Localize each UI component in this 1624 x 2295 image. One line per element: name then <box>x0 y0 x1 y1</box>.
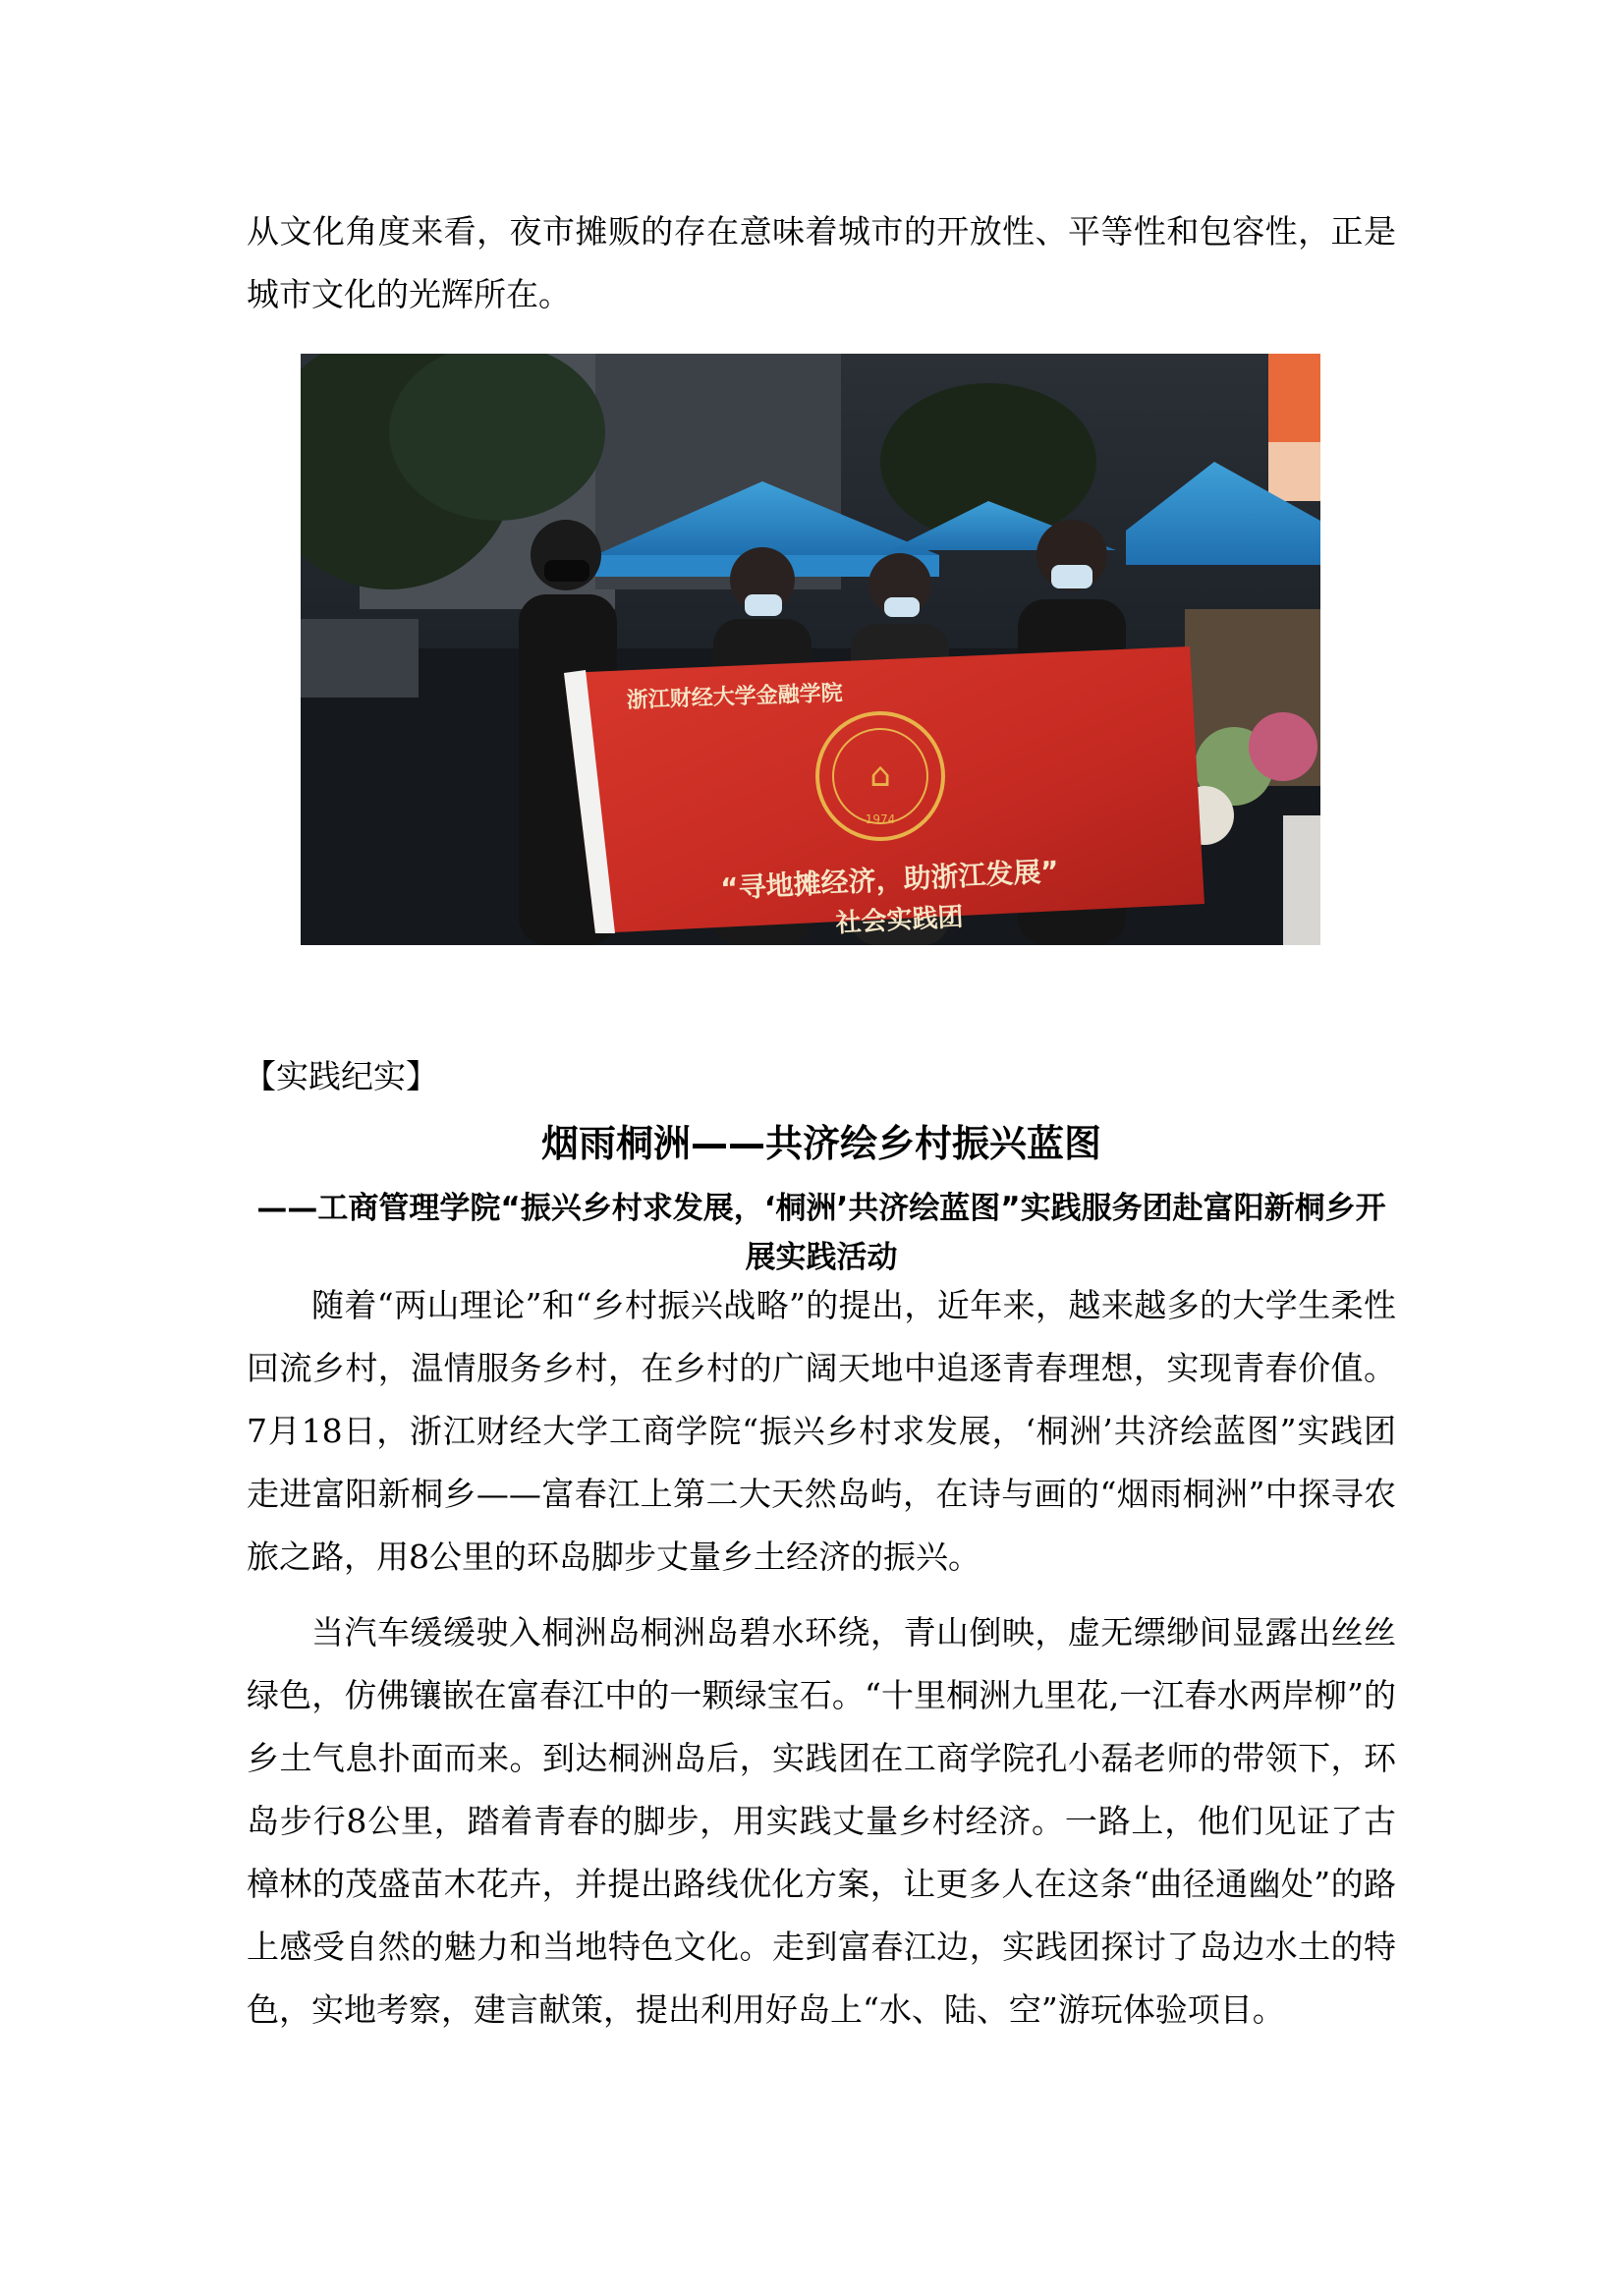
banner-line-3: 社会实践团 <box>834 902 965 939</box>
group-photo-illustration <box>301 354 1320 945</box>
article-paragraph: 随着“两山理论”和“乡村振兴战略”的提出，近年来，越来越多的大学生柔性回流乡村，温情服务乡村，在乡村的广阔天地中追逐青春理想，实现青春价值。7月18日，浙江财经大学工商学院“振兴乡村求发展，‘桐洲’共济绘蓝图”实践团走进富阳新桐乡——富春江上第二大天然岛屿，在诗与画的“烟雨桐洲”中探寻农旅之路，用8公里的环岛脚步丈量乡土经济的振兴。 <box>247 1286 1396 1576</box>
article-paragraph: 当汽车缓缓驶入桐洲岛桐洲岛碧水环绕，青山倒映，虚无缥缈间显露出丝丝绿色，仿佛镶嵌在富春江中的一颗绿宝石。“十里桐洲九里花,一江春水两岸柳”的乡土气息扑面而来。到达桐洲岛后，实践团在工商学院孔小磊老师的带领下，环岛步行8公里，踏着青春的脚步，用实践丈量乡村经济。一路上，他们见证了古樟林的茂盛苗木花卉，并提出路线优化方案，让更多人在这条“曲径通幽处”的路上感受自然的魅力和当地特色文化。走到富春江边，实践团探讨了岛边水土的特色，实地考察，建言献策，提出利用好岛上“水、陆、空”游玩体验项目。 <box>247 1613 1396 2029</box>
article-title: 烟雨桐洲——共济绘乡村振兴蓝图 <box>540 1122 1101 1165</box>
banner <box>564 646 1204 938</box>
neon-sign <box>1268 354 1320 442</box>
parked-car <box>301 619 419 698</box>
article-subtitle: ——工商管理学院“振兴乡村求发展，‘桐洲’共济绘蓝图”实践服务团赴富阳新桐乡开展实践活动 <box>256 1191 1386 1275</box>
banner-slogan: “寻地摊经济，助浙江发展” <box>719 855 1060 906</box>
intro-paragraph: 从文化角度来看，夜市摊贩的存在意味着城市的开放性、平等性和包容性，正是城市文化的光辉所在。 <box>247 212 1396 313</box>
banner-line-1: 浙江财经大学金融学院 <box>626 681 844 713</box>
group-photo <box>301 354 1320 945</box>
svg-text:⌂: ⌂ <box>869 756 891 795</box>
section-tag: 【实践纪实】 <box>244 1057 438 1095</box>
logo-year: 1974 <box>865 812 896 826</box>
